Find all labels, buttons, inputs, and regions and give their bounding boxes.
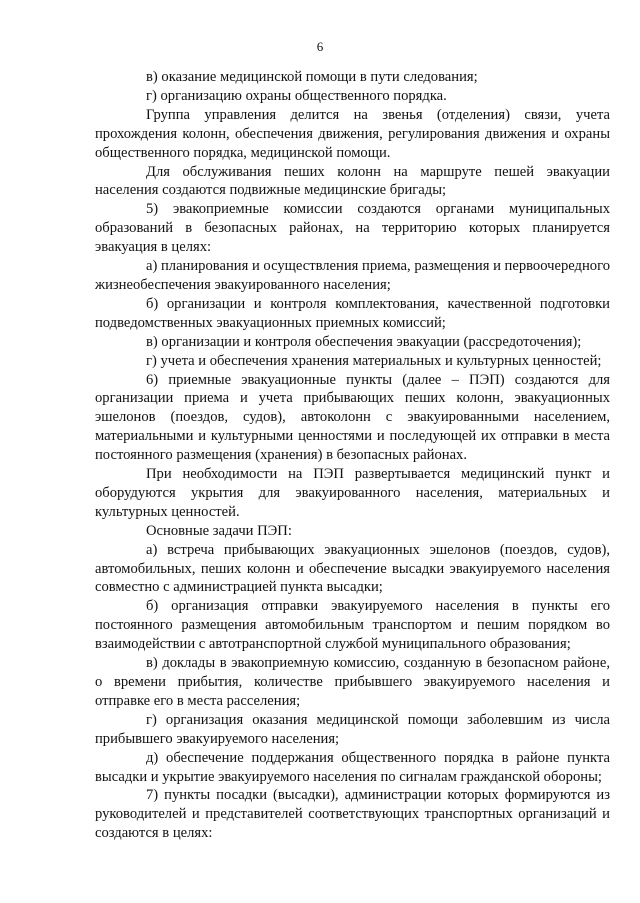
paragraph: 7) пункты посадки (высадки), администрации которых формируются из руководителей и представителей соответствующих транспортных организаций и создаются в целях: [95, 787, 610, 842]
paragraph: г) организация оказания медицинской помощи заболевшим из числа прибывшего эвакуируемого населения; [95, 711, 610, 747]
paragraph: в) оказание медицинской помощи в пути следования; [146, 69, 478, 85]
body-text [95, 68, 610, 843]
paragraph: д) обеспечение поддержания общественного порядка в районе пункта высадки и укрытие эвакуируемого населения по сигналам гражданской обороны; [95, 749, 610, 785]
paragraph: б) организации и контроля комплектования, качественной подготовки подведомственных эвакуационных приемных комиссий; [95, 295, 610, 331]
paragraph: г) организацию охраны общественного порядка. [146, 87, 447, 104]
paragraph: в) организации и контроля обеспечения эвакуации (рассредоточения); [146, 333, 582, 350]
paragraph: в) доклады в эвакоприемную комиссию, созданную в безопасном районе, о времени прибытия, количестве прибывшего эвакуируемого населения и отправке его в места расселения; [95, 655, 610, 709]
paragraph: Для обслуживания пеших колонн на маршруте пешей эвакуации населения создаются подвижные медицинские бригады; [95, 163, 610, 199]
paragraph: а) планирования и осуществления приема, размещения и первоочередного жизнеобеспечения эвакуированного населения; [95, 258, 610, 293]
paragraph: а) встреча прибывающих эвакуационных эшелонов (поездов, судов), автомобильных, пеших колонн и обеспечение высадки эвакуируемого населения совместно с администрацией пункта высадки; [95, 541, 610, 596]
paragraph: г) учета и обеспечения хранения материальных и культурных ценностей; [146, 352, 602, 369]
paragraph: б) организация отправки эвакуируемого населения в пункты его постоянного размещения автомобильным транспортом и пешим порядком во взаимодействии с автотранспортной службой муниципального образования; [95, 598, 610, 653]
page-number: 6 [316, 39, 324, 54]
paragraph: 5) эвакоприемные комиссии создаются органами муниципальных образований в безопасных районах, на территорию которых планируется эвакуация в целях: [95, 201, 610, 256]
paragraph: 6) приемные эвакуационные пункты (далее – ПЭП) создаются для организации приема и учета прибывающих пеших колонн, эвакуационных эшелонов (поездов, судов), автоколонн с эвакуированными населением, материальными и культурными ценностями и последующей их отправки в места постоянного размещения (хранения) в безопасных районах. [95, 371, 610, 464]
paragraph: При необходимости на ПЭП развертывается медицинский пункт и оборудуются укрытия для эвакуированного населения, материальных и культурных ценностей. [95, 466, 610, 520]
paragraph: Основные задачи ПЭП: [146, 522, 292, 539]
paragraph: Группа управления делится на звенья (отделения) связи, учета прохождения колонн, обеспечения движения, регулирования движения и охраны общественного порядка, медицинской помощи. [95, 106, 610, 161]
